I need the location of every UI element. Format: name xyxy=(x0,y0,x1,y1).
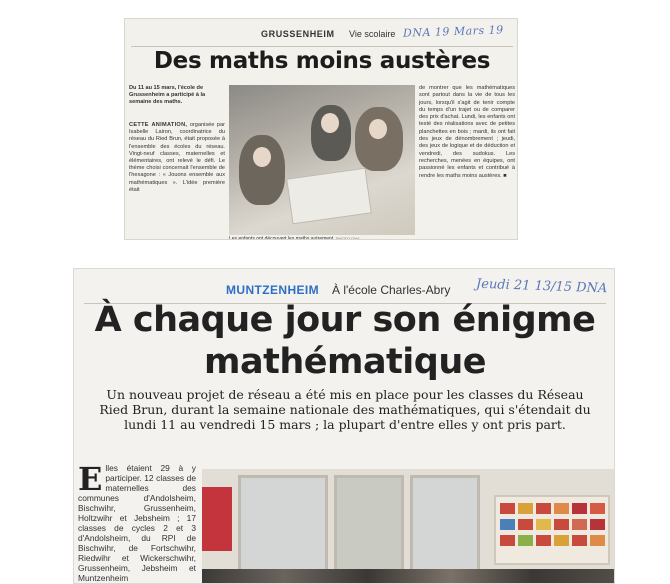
town-name: GRUSSENHEIM xyxy=(261,29,335,39)
photo-artwork-tile xyxy=(572,503,587,514)
photo-game-board xyxy=(286,168,372,225)
rubric: À l'école Charles-Abry xyxy=(332,283,451,297)
photo-artwork-tile xyxy=(500,519,515,530)
newspaper-clipping-muntzenheim xyxy=(73,268,615,584)
photo-artwork-tile xyxy=(500,535,515,546)
clipping-header xyxy=(74,276,615,301)
headline-line-2: mathématique xyxy=(204,342,486,382)
photo-window xyxy=(334,475,404,579)
photo-face xyxy=(321,113,339,133)
photo-face xyxy=(253,147,271,167)
town-name: MUNTZENHEIM xyxy=(226,283,320,297)
photo-artwork-tile xyxy=(536,519,551,530)
body-column-right: de montrer que les mathématiques sont partout dans la vie de tous les jours, lorsqu'il s'agit de tenir compte du temps d'un trajet ou de comparer des prix d'achat. Lundi, les enfants ont testé des réalisations avec de petites planchettes en bois ; mardi, ils ont fait des jeux de dénombrement ; jeudi, des jeux de logique et de déduction et vendredi, des sudokus. Les recherches, menées en équipes, ont passionné les enfants et contribué à rendre les maths moins austères. ■ xyxy=(419,85,515,179)
photo-caption xyxy=(229,236,415,240)
body-text: organisée par Isabelle Lairon, coordinatrice du réseau du Ried Brun, était proposée à l'ensemble des écoles du réseau. Vingt-neuf classes, maternelles et élémentaires, ont relevé le défi. Le thème choisi concernait l'ensemble de l'hexagone : « Jouons ensemble aux mathématiques ». L'idée première était xyxy=(129,122,225,193)
photo-artwork-tile xyxy=(554,503,569,514)
photo-artwork-tile xyxy=(590,503,605,514)
lead-paragraph: Du 11 au 15 mars, l'école de Grussenheim a participé à la semaine des maths. xyxy=(129,85,206,106)
body-column-left xyxy=(129,122,225,194)
photo-artwork-tile xyxy=(500,503,515,514)
classroom-photo xyxy=(202,469,615,584)
drop-cap: E xyxy=(78,460,103,498)
photo-artwork-tile xyxy=(590,519,605,530)
photo-credit: PHOTO DNA xyxy=(336,236,360,240)
classroom-photo xyxy=(229,85,415,235)
header-rule xyxy=(131,46,513,47)
photo-artwork-board xyxy=(494,495,610,565)
photo-artwork-tile xyxy=(518,519,533,530)
handwritten-note: Jeudi 21 13/15 DNA xyxy=(475,276,608,297)
photo-window xyxy=(410,475,480,579)
headline xyxy=(74,299,615,383)
photo-artwork-tile xyxy=(536,535,551,546)
photo-artwork-tile xyxy=(572,519,587,530)
clipping-header xyxy=(125,23,518,43)
body-column xyxy=(78,460,196,583)
photo-window xyxy=(238,475,328,579)
photo-child xyxy=(239,135,285,205)
newspaper-clipping-grussenheim xyxy=(124,18,518,240)
body-lead-in: CETTE ANIMATION, xyxy=(129,122,188,128)
photo-child xyxy=(355,107,403,171)
photo-artwork-tile xyxy=(554,519,569,530)
photo-red-panel xyxy=(202,487,232,551)
photo-artwork-tile xyxy=(518,503,533,514)
handwritten-note: DNA 19 Mars 19 xyxy=(402,23,504,40)
deck-paragraph: Un nouveau projet de réseau a été mis en place pour les classes du Réseau Ried Brun, durant la semaine nationale des mathématiques, qui s'étendait du lundi 11 au vendredi 15 mars ; la plupart d'entre elles y ont pris part. xyxy=(99,387,591,432)
photo-children-heads xyxy=(202,569,615,584)
caption-text: Les enfants ont découvert les maths autrement. xyxy=(229,236,335,240)
photo-artwork-tile xyxy=(590,535,605,546)
rubric: Vie scolaire xyxy=(349,29,396,39)
photo-artwork-tile xyxy=(572,535,587,546)
headline: Des maths moins austères xyxy=(153,48,491,74)
photo-artwork-tile xyxy=(536,503,551,514)
photo-face xyxy=(369,119,387,139)
photo-artwork-tile xyxy=(554,535,569,546)
headline-line-1: À chaque jour son énigme xyxy=(94,300,596,340)
photo-artwork-tile xyxy=(518,535,533,546)
body-text: lles étaient 29 à y participer. 12 classes de maternelles des communes d'Andolsheim, Bischwihr, Grussenheim, Holtzwihr et Jebsheim ; 17 classes de cycles 2 et 3 d'Andolsheim, du RPI de Bischwihr, de Fortschwihr, Riedwihr et Wickerschwihr, Grussenheim, Jebsheim et Muntzenheim xyxy=(78,463,196,583)
